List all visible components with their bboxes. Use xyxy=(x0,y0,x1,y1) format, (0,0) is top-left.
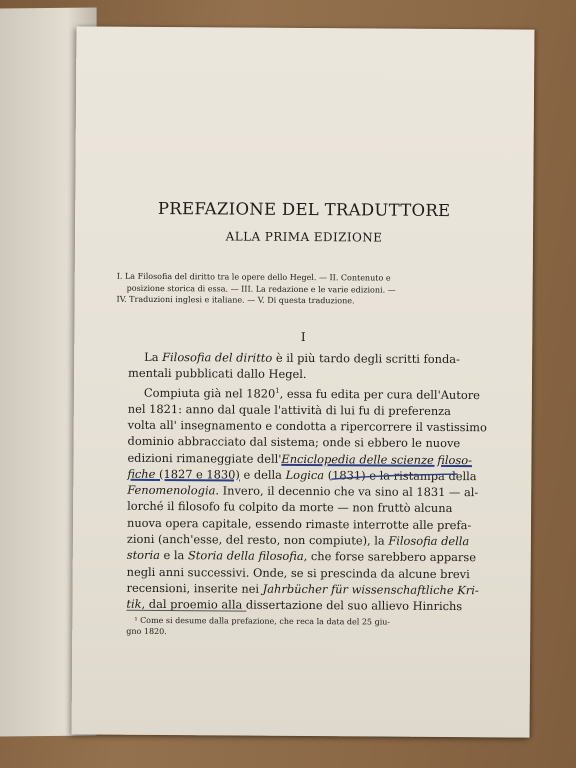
underlined-dates: (1827 e 1830) xyxy=(155,466,240,482)
page-subtitle: ALLA PRIMA EDIZIONE xyxy=(225,229,383,245)
text-line: volta all' insegnamento e condotta a ripercorrere il vastissimo xyxy=(127,417,487,435)
text-line: tik, dal proemio alla dissertazione del suo allievo Hinrichs xyxy=(126,597,463,614)
pen-stroke xyxy=(331,473,457,480)
text-line: storia e la Storia della filosofia, che forse sarebbero apparse xyxy=(126,548,477,565)
footnote-line: ¹ Come si desume dalla prefazione, che reca la data del 25 giu- xyxy=(134,615,391,627)
text-line: zioni (anch'esse, del resto, non compiute), la Filosofia della xyxy=(126,531,470,549)
text-line: fiche (1827 e 1830) e della Logica (1831) e la ristampa della xyxy=(127,466,477,484)
text-line: nuova opera capitale, essendo rimaste interrotte alle prefa- xyxy=(126,515,472,532)
text-line: dominio abbracciato dal sistema; onde si ebbero le nuove xyxy=(127,434,461,451)
text-line: Compiuta già nel 1820$^1$, essa fu edita per cura dell'Autore xyxy=(143,385,480,402)
underlined-title: Enciclopedia delle scienze filoso- xyxy=(281,451,473,467)
summary-line: posizione storica di essa. — III. La redazione e le varie edizioni. — xyxy=(126,283,396,295)
text-line: mentali pubblicati dallo Hegel. xyxy=(128,366,307,382)
text-line: lorché il filosofo fu colpito da morte — non fruttò alcuna xyxy=(127,499,453,516)
book-page xyxy=(72,26,535,737)
section-number: I xyxy=(300,329,306,345)
footnote-line: gno 1820. xyxy=(126,626,167,637)
text-line: recensioni, inserite nei Jahrbücher für wissenschaftliche Kri- xyxy=(126,580,479,598)
summary-line: I. La Filosofia del diritto tra le opere dello Hegel. — II. Contenuto e xyxy=(116,271,391,283)
text-line: edizioni rimaneggiate dell'Enciclopedia delle scienze filoso- xyxy=(127,450,473,467)
text-line: negli anni successivi. Onde, se si prescinda da alcune brevi xyxy=(126,564,470,581)
footnote-marker: 1 xyxy=(275,386,280,395)
page-title: PREFAZIONE DEL TRADUTTORE xyxy=(157,198,451,221)
pen-annotation xyxy=(72,26,535,737)
text-line: La Filosofia del diritto è il più tardo degli scritti fonda- xyxy=(144,349,460,367)
text-line: nel 1821: anno dal quale l'attività di lui fu di preferenza xyxy=(127,401,452,418)
summary-line: IV. Traduzioni inglesi e italiane. — V. Di questa traduzione. xyxy=(116,294,355,306)
text-line: Fenomenologia. Invero, il decennio che va sino al 1831 — al- xyxy=(127,482,479,500)
